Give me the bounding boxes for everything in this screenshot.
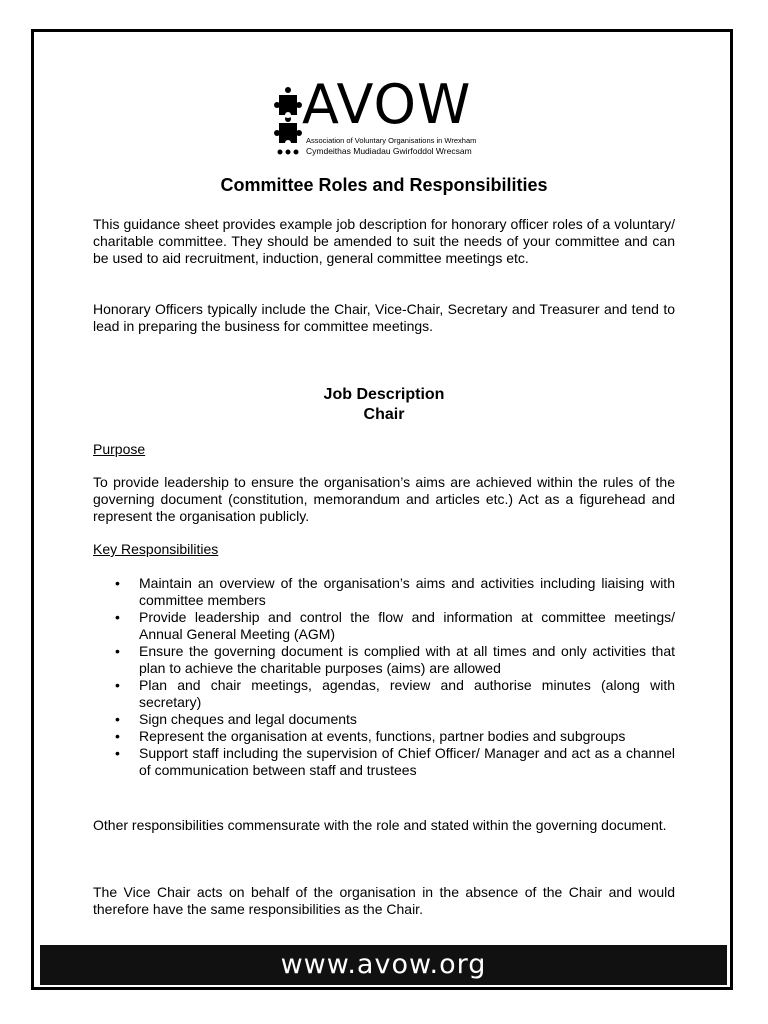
bullet-icon: • [115,745,120,761]
vice-chair-text: The Vice Chair acts on behalf of the organisation in the absence of the Chair and would therefore have the same responsibilities as the Chair. [93,884,675,917]
bullet-icon: • [115,728,120,744]
list-item [93,677,675,711]
bullet-icon: • [115,643,120,659]
list-item [93,711,675,728]
list-item [93,728,675,745]
list-item-text: Sign cheques and legal documents [139,711,357,727]
list-item [93,575,675,609]
responsibilities-list [93,575,675,779]
job-role-heading: Chair [363,406,405,423]
document-title: Committee Roles and Responsibilities [220,175,548,195]
key-responsibilities-heading: Key Responsibilities [93,541,219,557]
footer-banner [40,945,727,985]
logo-wordmark: AVOW [302,73,472,136]
list-item [93,609,675,643]
list-item-text: Plan and chair meetings, agendas, review and authorise minutes (along with secretary) [139,677,675,710]
bullet-icon: • [115,677,120,693]
purpose-heading: Purpose [93,441,146,457]
bullet-icon: • [115,609,120,625]
avow-logo [274,73,504,162]
footer-url: www.avow.org [280,949,487,980]
list-item [93,643,675,677]
list-item-text: Maintain an overview of the organisation’s aims and activities including liaising with committee members [139,575,675,608]
bullet-icon: • [115,711,120,727]
intro-paragraph-1: This guidance sheet provides example job description for honorary officer roles of a voluntary/ charitable committee. They should be amended to suit the needs of your committee and can be used to aid recruitment, induction, general committee meetings etc. [93,216,675,266]
intro-paragraph-2: Honorary Officers typically include the Chair, Vice-Chair, Secretary and Treasurer and tend to lead in preparing the business for committee meetings. [93,301,675,334]
logo-subtitle-english: Association of Voluntary Organisations in Wrexham [306,136,477,145]
list-item-text: Represent the organisation at events, functions, partner bodies and subgroups [139,728,626,744]
list-item-text: Provide leadership and control the flow and information at committee meetings/ Annual General Meeting (AGM) [139,609,675,642]
list-item-text: Support staff including the supervision of Chief Officer/ Manager and act as a channel of communication between staff and trustees [139,745,675,778]
bullet-icon: • [115,575,120,591]
job-description-heading: Job Description [323,386,445,403]
purpose-text: To provide leadership to ensure the organisation’s aims are achieved within the rules of the governing document (constitution, memorandum and articles etc.) Act as a figurehead and represent the organisation publicly. [93,474,675,524]
puzzle-people-icon [274,86,302,158]
list-item [93,745,675,779]
list-item-text: Ensure the governing document is complied with at all times and only activities that plan to achieve the charitable purposes (aims) are allowed [139,643,675,676]
other-responsibilities-text: Other responsibilities commensurate with the role and stated within the governing document. [93,817,667,833]
logo-subtitle-welsh: Cymdeithas Mudiadau Gwirfoddol Wrecsam [306,146,472,156]
